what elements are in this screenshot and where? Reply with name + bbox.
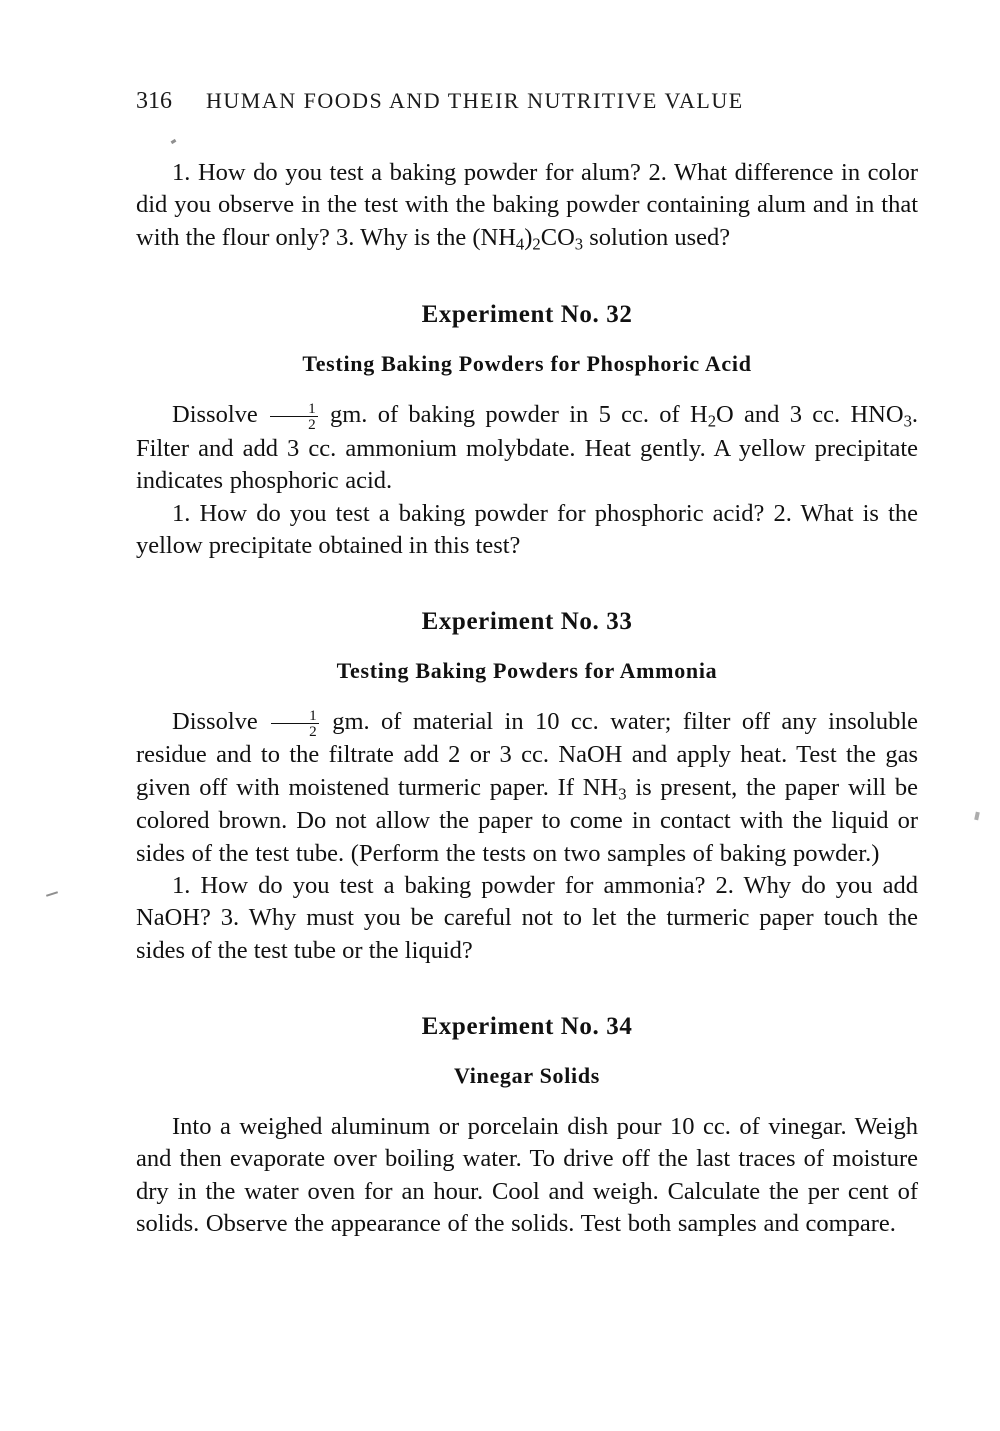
page-content (136, 88, 918, 1240)
experiment-32-subheading: Testing Baking Powders for Phosphoric Acid (302, 351, 752, 377)
experiment-33-subheading: Testing Baking Powders for Ammonia (336, 658, 718, 684)
e32-body-c: O and 3 cc. HNO (716, 401, 904, 429)
one-half-fraction: $\frac{1}{2}$ (270, 401, 318, 432)
experiment-34-heading: Experiment No. 34 (421, 1012, 633, 1040)
page-speck (974, 812, 980, 821)
experiment-34-subheading: Vinegar Solids (453, 1062, 601, 1088)
running-head-title: HUMAN FOODS AND THEIR NUTRITIVE VALUE (206, 88, 744, 113)
questions-top-text-a: 1. How do you test a baking powder for alum? 2. What difference in color did you observe in the test with the baking powder containing alum and in that with the flour only? 3. Why is the (136, 159, 918, 251)
experiment-34-body: Into a weighed aluminum or porcelain dish pour 10 cc. of vinegar. Weigh and then evaporate over boiling water. To drive off the last traces of moisture dry in the water oven for an hour. Cool and weigh. Calculate the per cent of solids. Observe the appearance of the solids. Test both samples and compare. (136, 1112, 918, 1237)
experiment-32-body: Dissolve $\frac{1}{2}$ gm. of baking powder in 5 cc. of $H_2O$ and 3 cc. $HNO_3$. Filter and add 3 cc. ammonium molybdate. Heat gently. A yellow precipitate indicates phosphoric acid. (136, 399, 919, 495)
e32-body-b: gm. of baking powder in 5 cc. of H (329, 401, 708, 429)
experiment-33-questions: 1. How do you test a baking powder for ammonia? 2. Why do you add NaOH? 3. Why must you be careful not to let the turmeric paper touch the sides of the test tube or the liquid? (136, 871, 918, 964)
experiment-32-heading: Experiment No. 32 (421, 301, 633, 329)
running-head (136, 88, 918, 115)
e32-body-d: . Filter and add 3 cc. ammonium molybdate. Heat gently. A yellow precipitate indicates phosphoric acid. (136, 401, 919, 495)
e33-body-a: Dissolve (172, 708, 258, 736)
e32-body-a: Dissolve (172, 401, 258, 429)
one-half-fraction: $\frac{1}{2}$ (271, 708, 319, 739)
questions-paragraph-top: 1. How do you test a baking powder for alum? 2. What difference in color did you observe in the test with the baking powder containing alum and in that with the flour only? 3. Why is the $(NH_4)_2CO_3$ solution used? (136, 159, 918, 254)
page-number: 316 (136, 88, 172, 114)
experiment-33-heading: Experiment No. 33 (421, 608, 633, 636)
questions-top-text-b: solution used? (589, 223, 731, 251)
experiment-33-body: Dissolve $\frac{1}{2}$ gm. of material in 10 cc. water; filter off any insoluble residue and to the filtrate add 2 or 3 cc. NaOH and apply heat. Test the gas given off with moistened turmeric paper. If $NH_3$ is present, the paper will be colored brown. Do not allow the paper to come in contact with the liquid or sides of the test tube. (Perform the tests on two samples of baking powder.) (136, 706, 919, 867)
e33-body-c: is present, the paper will be colored brown. Do not allow the paper to come in contact with the liquid or sides of the test tube. (Perform the tests on two samples of baking powder.) (136, 773, 919, 867)
page-speck (46, 891, 58, 897)
experiment-32-questions: 1. How do you test a baking powder for phosphoric acid? 2. What is the yellow precipitate obtained in this test? (136, 499, 918, 559)
e33-body-b: gm. of material in 10 cc. water; filter off any insoluble residue and to the filtrate add 2 or 3 cc. NaOH and apply heat. Test the gas given off with moistened turmeric paper. If NH (136, 708, 919, 801)
